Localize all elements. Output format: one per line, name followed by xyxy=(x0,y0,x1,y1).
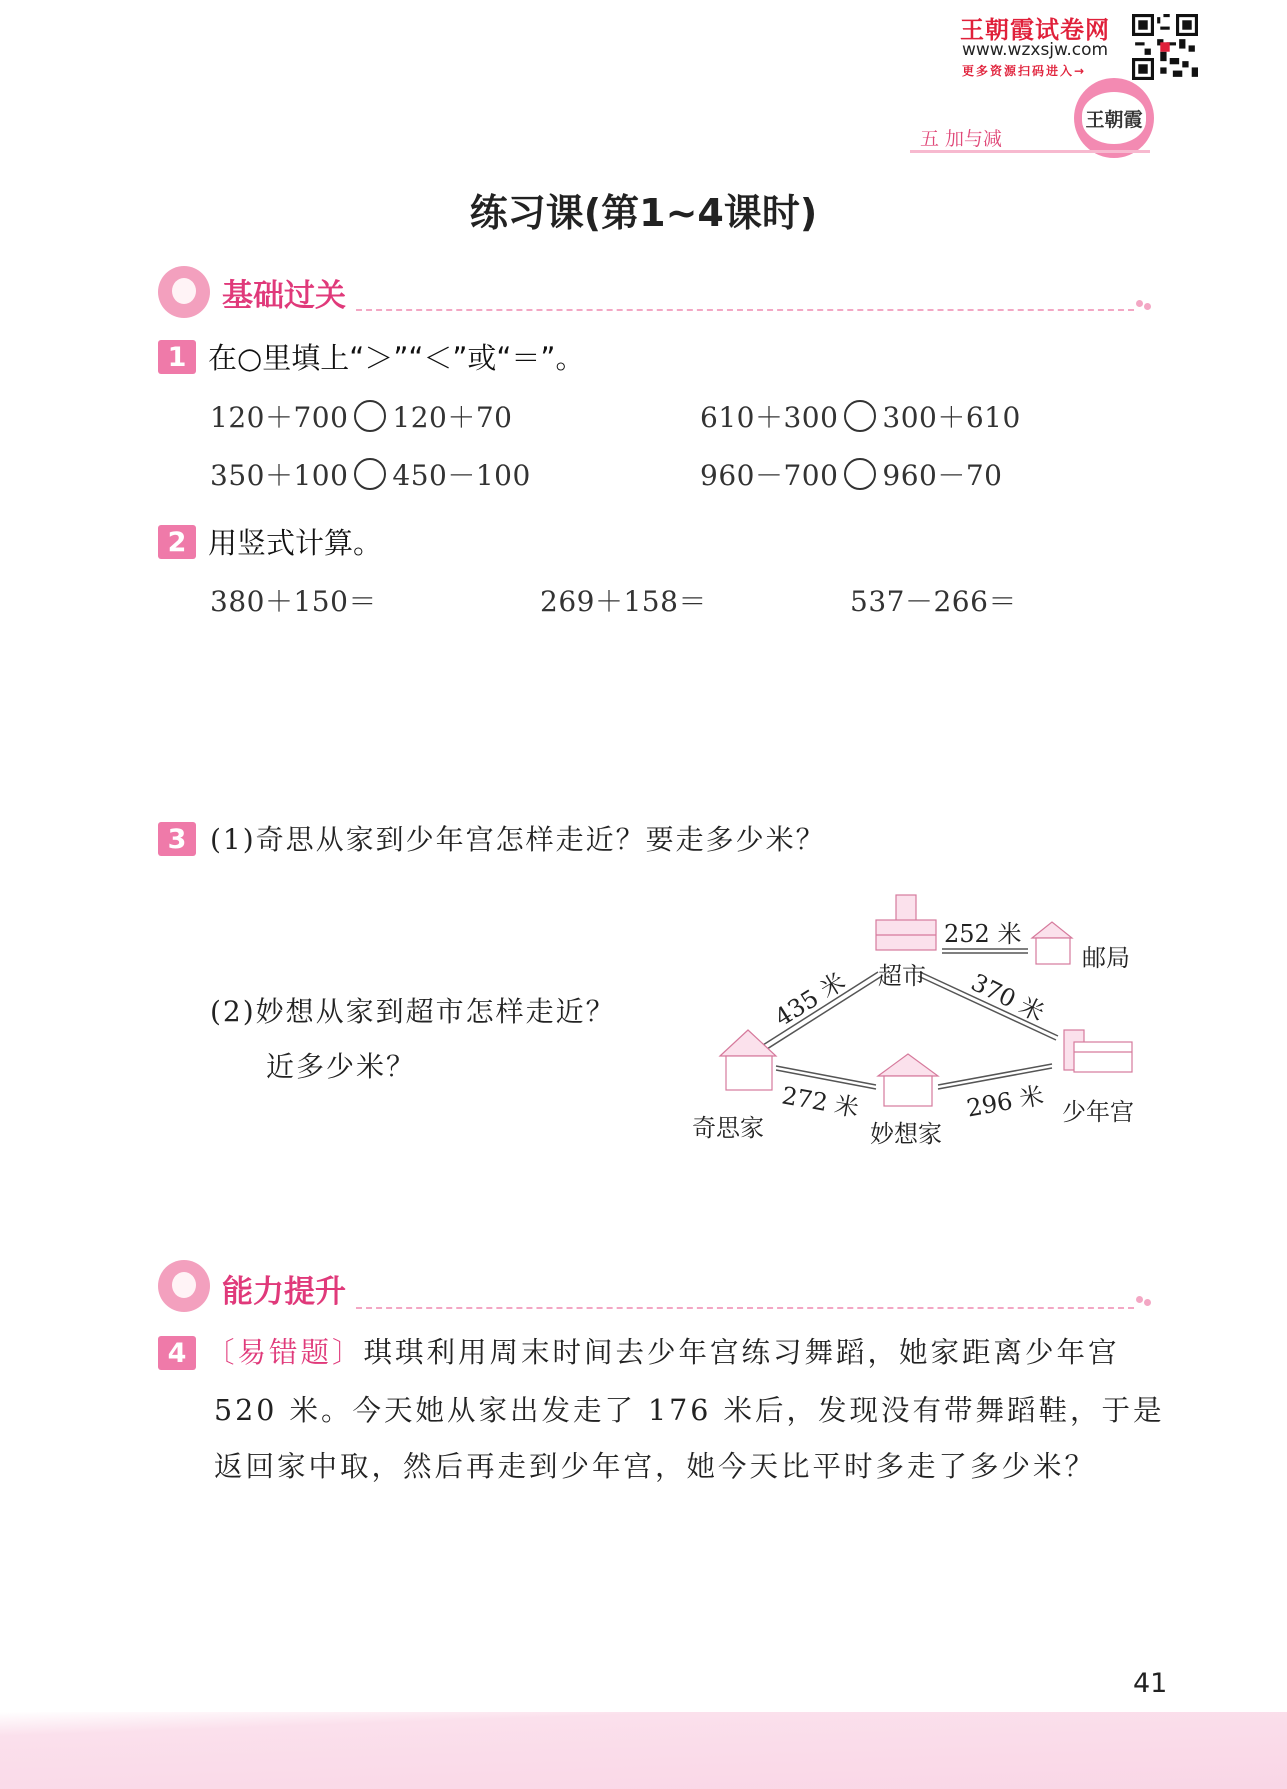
section-title-advanced: 能力提升 xyxy=(222,1274,346,1310)
distance-super-post: 252 米 xyxy=(944,920,1022,948)
question-number-4: 4 xyxy=(158,1336,196,1370)
brand-seal xyxy=(1074,78,1154,158)
footer-band xyxy=(0,1712,1287,1789)
q1-item-1-right: 120＋70 xyxy=(392,401,513,434)
q4-line3: 返回家中取，然后再走到少年宫，她今天比平时多走了多少米？ xyxy=(214,1450,1097,1483)
answer-circle[interactable] xyxy=(354,400,386,432)
section-divider xyxy=(356,309,1134,311)
answer-circle[interactable] xyxy=(844,400,876,432)
q1-item-1-left: 120＋700 xyxy=(210,401,349,434)
distance-qisi-super: 435 米 xyxy=(769,967,851,1033)
page-number: 41 xyxy=(1133,1668,1168,1699)
youth-palace-building-icon xyxy=(1064,1030,1132,1072)
q1-item-4-right: 960－70 xyxy=(882,459,1003,492)
section-title-basic: 基础过关 xyxy=(222,278,346,314)
question-number-1: 1 xyxy=(158,340,196,374)
unit-label: 五 加与减 xyxy=(920,128,1003,150)
q4-line1-text: 琪琪利用周末时间去少年宫练习舞蹈，她家距离少年宫 xyxy=(363,1336,1120,1369)
q4-line2: 520 米。今天她从家出发走了 176 米后，发现没有带舞蹈鞋，于是 xyxy=(214,1394,1165,1427)
question-number-3: 3 xyxy=(158,822,196,856)
q1-item-1 xyxy=(210,396,512,436)
post-office-building-icon xyxy=(1032,922,1072,964)
q3-part1: (1)奇思从家到少年宫怎样走近？要走多少米？ xyxy=(210,823,826,856)
decorative-dots-icon xyxy=(1136,1296,1152,1306)
q1-item-2-right: 300＋610 xyxy=(882,401,1021,434)
answer-circle[interactable] xyxy=(844,458,876,490)
q1-prompt: 在○里填上“＞”“＜”或“＝”。 xyxy=(208,341,585,375)
supermarket-building-icon xyxy=(876,895,936,950)
q2-item-3: 537－266＝ xyxy=(850,585,1017,618)
q2-item-2: 269＋158＝ xyxy=(540,585,707,618)
q1-item-3-left: 350＋100 xyxy=(210,459,349,492)
girl-avatar-icon xyxy=(158,266,210,318)
q2-prompt: 用竖式计算。 xyxy=(208,526,383,560)
q1-item-3-right: 450－100 xyxy=(392,459,531,492)
brand-name: 王朝霞试卷网 xyxy=(960,16,1110,44)
q1-item-4 xyxy=(700,454,1002,494)
q1-item-2-left: 610＋300 xyxy=(700,401,839,434)
distance-super-palace: 370 米 xyxy=(966,968,1049,1028)
q1-item-4-left: 960－700 xyxy=(700,459,839,492)
brand-url: www.wzxsjw.com xyxy=(962,40,1109,60)
qisi-house-icon xyxy=(720,1030,776,1090)
map-label-youth-palace: 少年宫 xyxy=(1062,1098,1134,1126)
q1-item-3 xyxy=(210,454,531,494)
map-label-supermarket: 超市 xyxy=(878,962,926,990)
map-label-miaoxiang-home: 妙想家 xyxy=(870,1120,942,1148)
miaoxiang-house-icon xyxy=(878,1054,938,1106)
q3-part2-line2: 近多少米？ xyxy=(266,1050,417,1083)
qr-code-icon xyxy=(1132,14,1198,80)
q1-item-2 xyxy=(700,396,1021,436)
map-label-post-office: 邮局 xyxy=(1082,944,1130,972)
unit-underline xyxy=(910,150,1150,153)
seal-text: 王朝霞 xyxy=(1082,92,1146,144)
distance-qisi-miao: 272 米 xyxy=(779,1081,861,1123)
q2-item-1: 380＋150＝ xyxy=(210,585,377,618)
decorative-dots-icon xyxy=(1136,300,1152,310)
map-label-qisi-home: 奇思家 xyxy=(692,1114,764,1142)
section-divider xyxy=(356,1307,1134,1309)
q3-part2-line1: (2)妙想从家到超市怎样走近？ xyxy=(210,995,616,1028)
brand-more-text: 更多资源扫码进入→ xyxy=(962,64,1087,78)
question-number-2: 2 xyxy=(158,525,196,559)
error-prone-tag: 〔易错题〕 xyxy=(206,1336,364,1369)
distance-miao-palace: 296 米 xyxy=(964,1081,1046,1123)
page-title: 练习课(第1~4课时) xyxy=(469,191,818,235)
boy-avatar-icon xyxy=(158,1260,210,1312)
q4-line1 xyxy=(206,1328,1120,1378)
answer-circle[interactable] xyxy=(354,458,386,490)
